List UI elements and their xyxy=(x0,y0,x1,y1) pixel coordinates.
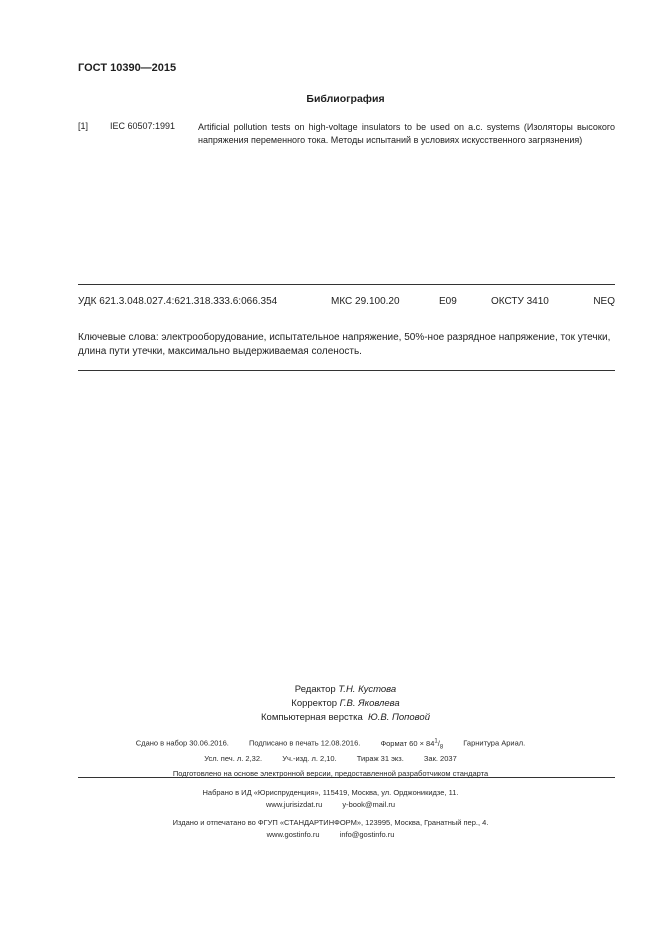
udk-code: УДК 621.3.048.027.4:621.318.333.6:066.354 xyxy=(78,296,278,307)
set-date: Сдано в набор 30.06.2016. xyxy=(135,738,229,748)
equivalence-code: NEQ xyxy=(593,296,615,307)
editor-role: Редактор xyxy=(294,684,336,695)
reference-code: IEC 60507:1991 xyxy=(110,121,176,131)
reference-number: [1] xyxy=(78,121,89,131)
mks-code: МКС 29.100.20 xyxy=(331,296,400,307)
printer-details xyxy=(0,817,661,841)
printed-email: info@gostinfo.ru xyxy=(339,830,395,839)
printed-site: www.gostinfo.ru xyxy=(266,830,320,839)
paper-format: Формат $60 \times 84^1/_8$ xyxy=(380,738,444,750)
pub-sheets: Уч.-изд. л. 2,10. xyxy=(282,754,337,763)
editor-name: Т.Н. Кустова xyxy=(338,684,397,695)
category-code: E09 xyxy=(439,296,457,307)
corrector-role: Корректор xyxy=(291,698,338,709)
okstu-code: ОКСТУ 3410 xyxy=(491,296,549,307)
classification-row xyxy=(78,296,615,310)
printed-by: Издано и отпечатано во ФГУП «СТАНДАРТИНФОРМ», 123995, Москва, Гранатный пер., 4. xyxy=(172,818,489,827)
divider-imprint xyxy=(78,777,615,778)
copies: Тираж 31 экз. xyxy=(356,754,404,763)
bibliography-title: Библиография xyxy=(306,93,385,105)
publication-details xyxy=(0,735,661,780)
document-code: ГОСТ 10390—2015 xyxy=(78,62,177,74)
sign-date: Подписано в печать 12.08.2016. xyxy=(248,738,361,748)
print-sheets: Усл. печ. л. 2,32. xyxy=(204,754,263,763)
keywords: Ключевые слова: электрооборудование, испытательное напряжение, 50%-ное разрядное напряжение, ток утечки, длина пути утечки, максимально выдерживаемая соленость. xyxy=(78,332,611,357)
typeset-email: y-book@mail.ru xyxy=(342,800,395,809)
typeset-site: www.jurisizdat.ru xyxy=(266,800,323,809)
typeface: Гарнитура Ариал. xyxy=(463,738,526,748)
reference-text: Artificial pollution tests on high-voltage insulators to be used on a.c. systems (Изоляторы высокого напряжения переменного тока. Методы испытаний в условиях искусственного загрязнения) xyxy=(198,122,615,145)
prepared-note: Подготовлено на основе электронной версии, предоставленной разработчиком стандарта xyxy=(172,769,489,778)
divider-top xyxy=(78,284,615,285)
layout-role: Компьютерная верстка xyxy=(261,712,363,723)
corrector-name: Г.В. Яковлева xyxy=(339,698,400,709)
order-number: Зак. 2037 xyxy=(423,754,457,763)
divider-bottom xyxy=(78,370,615,371)
layout-name: Ю.В. Поповой xyxy=(368,712,430,723)
typeset-details xyxy=(0,787,661,811)
staff-credits xyxy=(0,683,661,725)
typeset-by: Набрано в ИД «Юриспруденция», 115419, Москва, ул. Орджоникидзе, 11. xyxy=(202,788,459,797)
